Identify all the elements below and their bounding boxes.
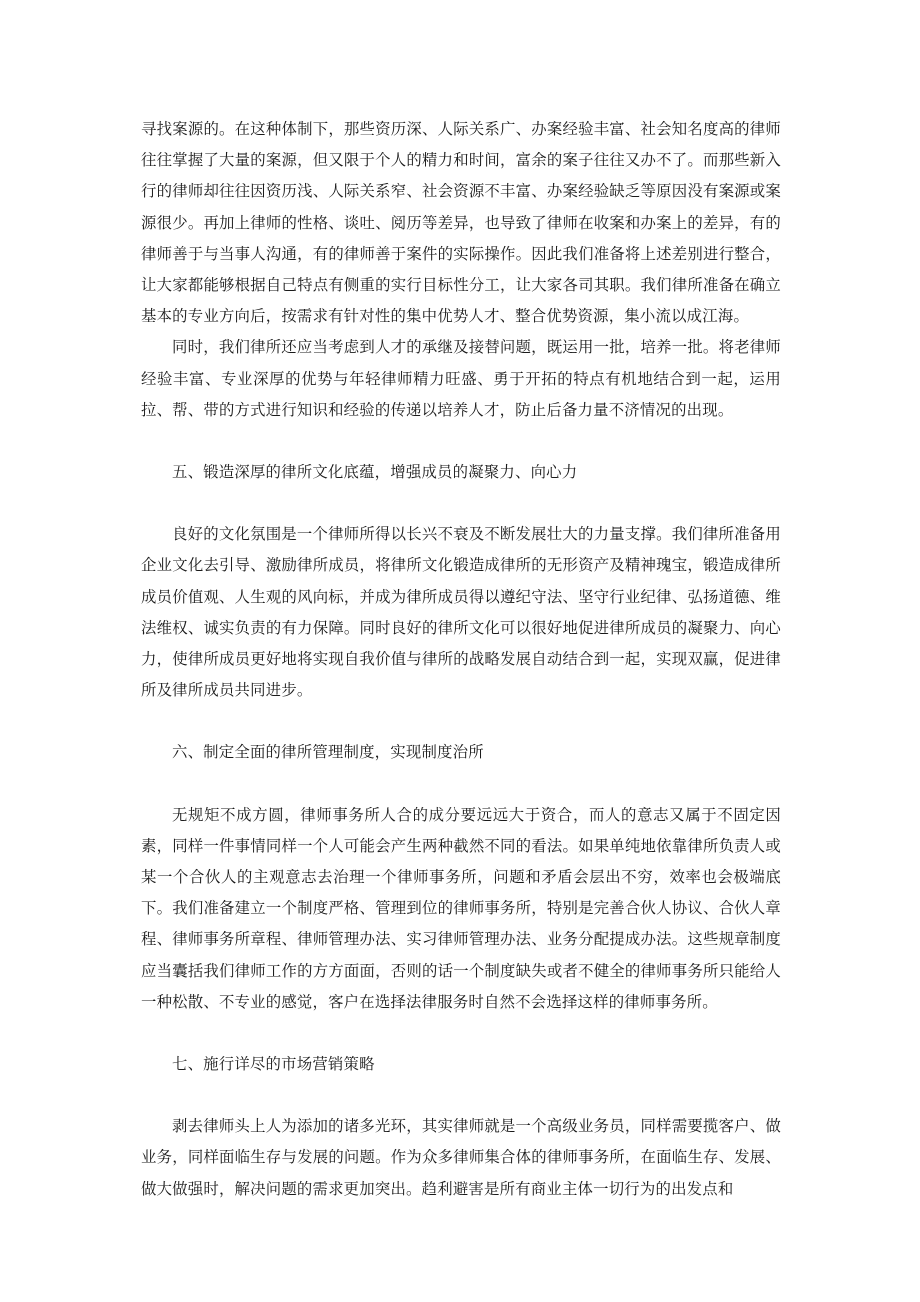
section-heading-5: 五、锻造深厚的律所文化底蕴，增强成员的凝聚力、向心力 xyxy=(172,463,578,482)
paragraph-management-system: 无规矩不成方圆，律师事务所人合的成分要远远大于资合，而人的意志又属于不固定因素，同样一件事情同样一个人可能会产生两种截然不同的看法。如果单纯地依靠律所负责人或某一个合伙人的主观意志去治理一个律师事务所，问题和矛盾会层出不穷，效率也会极端底下。我们准备建立一个制度严格、管理到位的律师事务所，特别是完善合伙人协议、合伙人章程、律师事务所章程、律师管理办法、实习律师管理办法、业务分配提成办法。这些规章制度应当囊括我们律师工作的方方面面，否则的话一个制度缺失或者不健全的律师事务所只能给人一种松散、不专业的感觉，客户在选择法律服务时自然不会选择这样的律师事务所。 xyxy=(141,805,781,1011)
spacer xyxy=(141,1080,781,1111)
spacer xyxy=(141,426,781,457)
spacer xyxy=(141,769,781,800)
document-body xyxy=(141,114,781,1205)
paragraph-case-source-continued: 寻找案源的。在这种体制下，那些资历深、人际关系广、办案经验丰富、社会知名度高的律师往往掌握了大量的案源，但又限于个人的精力和时间，富余的案子往往又办不了。而那些新入行的律师却往往因资历浅、人际关系窄、社会资源不丰富、办案经验缺乏等原因没有案源或案源很少。再加上律师的性格、谈吐、阅历等差异，也导致了律师在收案和办案上的差异，有的律师善于与当事人沟通，有的律师善于案件的实际操作。因此我们准备将上述差别进行整合，让大家都能够根据自己特点有侧重的实行目标性分工，让大家各司其职。我们律所准备在确立基本的专业方向后，按需求有针对性的集中优势人才、整合优势资源，集小流以成江海。 xyxy=(141,120,781,326)
spacer xyxy=(141,488,781,519)
paragraph-marketing: 剥去律师头上人为添加的诸多光环，其实律师就是一个高级业务员，同样需要揽客户、做业务，同样面临生存与发展的问题。作为众多律师集合体的律师事务所，在面临生存、发展、做大做强时，解决问题的需求更加突出。趋利避害是所有商业主体一切行为的出发点和 xyxy=(141,1117,781,1198)
section-heading-7: 七、施行详尽的市场营销策略 xyxy=(172,1055,375,1074)
paragraph-talent-succession: 同时，我们律所还应当考虑到人才的承继及接替问题，既运用一批，培养一批。将老律师经验丰富、专业深厚的优势与年轻律师精力旺盛、勇于开拓的特点有机地结合到一起，运用拉、帮、带的方式进行知识和经验的传递以培养人才，防止后备力量不济情况的出现。 xyxy=(141,338,781,419)
section-heading-6: 六、制定全面的律所管理制度，实现制度治所 xyxy=(172,743,484,762)
paragraph-culture: 良好的文化氛围是一个律师所得以长兴不衰及不断发展壮大的力量支撑。我们律所准备用企业文化去引导、激励律所成员，将律所文化锻造成律所的无形资产及精神瑰宝，锻造成律所成员价值观、人生观的风向标，并成为律所成员得以遵纪守法、坚守行业纪律、弘扬道德、维法维权、诚实负责的有力保障。同时良好的律所文化可以很好地促进律所成员的凝聚力、向心力，使律所成员更好地将实现自我价值与律所的战略发展自动结合到一起，实现双赢，促进律所及律所成员共同进步。 xyxy=(141,525,781,700)
spacer xyxy=(141,1018,781,1049)
spacer xyxy=(141,706,781,737)
